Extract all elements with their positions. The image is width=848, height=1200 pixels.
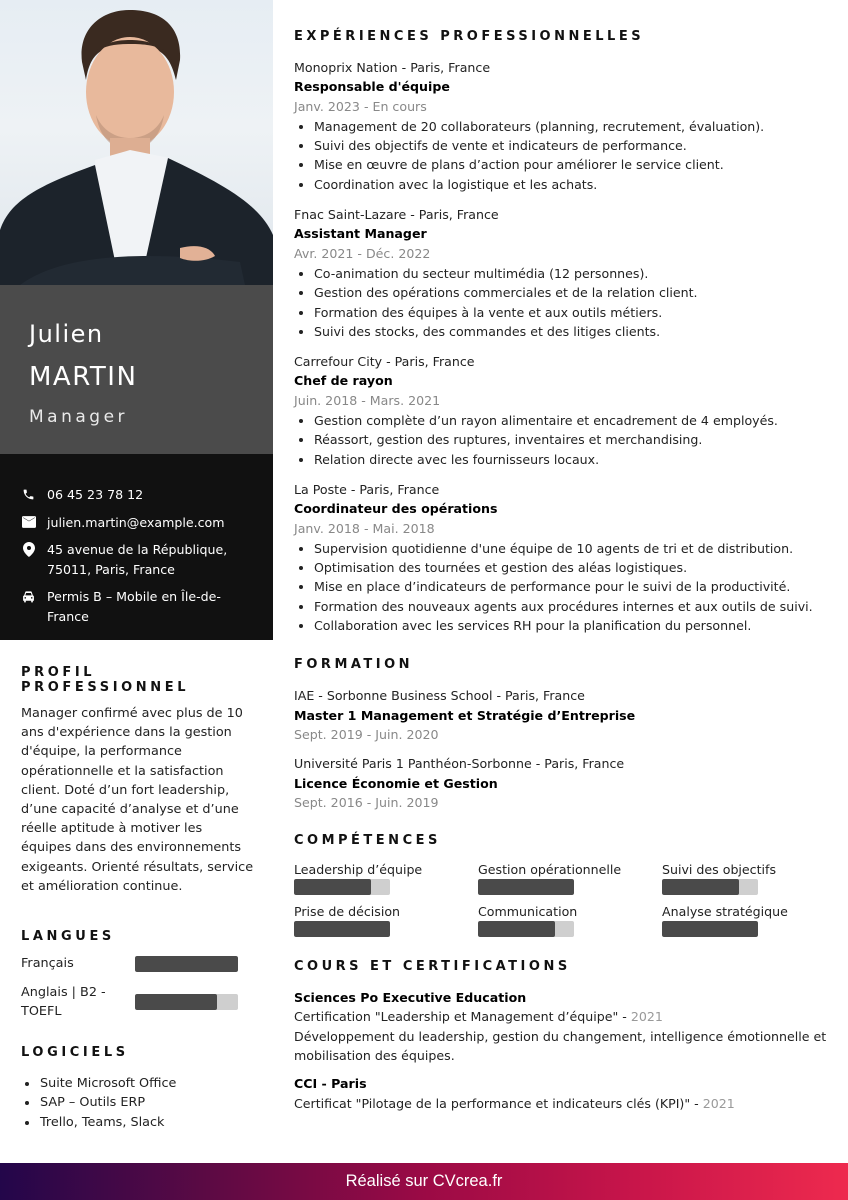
software-list — [21, 1074, 256, 1132]
bullet: Collaboration avec les services RH pour la planification du personnel. — [294, 616, 834, 635]
language-level-fill — [135, 994, 217, 1010]
contact-block — [0, 454, 273, 640]
skill-label: Communication — [478, 904, 578, 920]
language-level-bar — [135, 956, 238, 972]
cert-organization: Sciences Po Executive Education — [294, 990, 527, 1006]
language-item — [21, 954, 256, 973]
skill-label: Prise de décision — [294, 904, 401, 920]
company: Carrefour City - Paris, France — [294, 354, 475, 370]
experience-bullets — [294, 117, 834, 194]
degree: Licence Économie et Gestion — [294, 775, 498, 791]
skill-level-bar — [478, 921, 574, 937]
school: Université Paris 1 Panthéon-Sorbonne - Paris, France — [294, 756, 625, 772]
profile-section — [21, 665, 256, 896]
skill-level-bar — [294, 879, 390, 895]
first-name: Julien — [29, 320, 104, 348]
bullet: Gestion complète d’un rayon alimentaire et encadrement de 4 employés. — [294, 411, 834, 430]
language-item — [21, 983, 256, 1021]
contact-license — [20, 587, 273, 626]
bullet: Gestion des opérations commerciales et de la relation client. — [294, 283, 834, 302]
company: Fnac Saint-Lazare - Paris, France — [294, 207, 499, 223]
company: Monoprix Nation - Paris, France — [294, 60, 491, 75]
skill-item — [294, 862, 478, 895]
email-icon — [20, 513, 37, 532]
cert-name-line — [294, 1094, 834, 1113]
education-title: FORMATION — [294, 657, 414, 673]
last-name: MARTIN — [29, 362, 138, 392]
bullet: Suivi des stocks, des commandes et des litiges clients. — [294, 322, 834, 341]
skill-level-bar — [662, 921, 758, 937]
education-section — [294, 656, 834, 812]
bullet: Formation des équipes à la vente et aux outils métiers. — [294, 303, 834, 322]
skill-level-bar — [662, 879, 758, 895]
language-level-fill — [135, 956, 238, 972]
bullet: Réassort, gestion des ruptures, inventaires et merchandising. — [294, 430, 834, 449]
skill-label: Leadership d’équipe — [294, 862, 423, 878]
experience-bullets — [294, 264, 834, 341]
car-icon — [20, 587, 37, 606]
sidebar-content — [21, 665, 256, 1132]
cert-year: 2021 — [702, 1095, 735, 1111]
skill-level-bar — [294, 921, 390, 937]
dates: Avr. 2021 - Déc. 2022 — [294, 245, 431, 261]
dates: Juin. 2018 - Mars. 2021 — [294, 392, 441, 408]
sidebar — [0, 0, 273, 1163]
skill-level-fill — [294, 879, 371, 895]
skill-level-fill — [478, 921, 555, 937]
phone-icon — [20, 485, 37, 504]
bullet: Suivi des objectifs de vente et indicateurs de performance. — [294, 136, 834, 155]
skill-label: Suivi des objectifs — [662, 862, 777, 878]
degree: Master 1 Management et Stratégie d’Entreprise — [294, 707, 636, 723]
skill-label: Gestion opérationnelle — [478, 862, 622, 878]
experience-title: EXPÉRIENCES PROFESSIONNELLES — [294, 29, 645, 44]
email-address: julien.martin@example.com — [47, 514, 225, 530]
postal-address: 45 avenue de la République, 75011, Paris, France — [47, 542, 228, 577]
cert-separator: - — [690, 1095, 703, 1111]
contact-address — [20, 540, 273, 579]
bullet: Management de 20 collaborateurs (planning, recrutement, évaluation). — [294, 117, 834, 136]
bullet: Formation des nouveaux agents aux procédures internes et aux outils de suivi. — [294, 597, 834, 616]
software-item: Trello, Teams, Slack — [21, 1113, 256, 1132]
dates: Sept. 2019 - Juin. 2020 — [294, 726, 439, 742]
skill-level-fill — [662, 921, 758, 937]
skill-level-fill — [662, 879, 739, 895]
experience-bullets — [294, 539, 834, 635]
experience-item — [294, 205, 834, 341]
role: Assistant Manager — [294, 226, 427, 242]
profile-photo — [0, 0, 273, 285]
bullet: Relation directe avec les fournisseurs locaux. — [294, 450, 834, 469]
experience-bullets — [294, 411, 834, 469]
skill-level-fill — [478, 879, 574, 895]
driving-license: Permis B – Mobile en Île-de-France — [47, 589, 221, 624]
profile-text: Manager confirmé avec plus de 10 ans d'expérience dans la gestion d'équipe, la performance opérationnelle et la satisfaction client. Doté d’un fort leadership, d’une capacité d’analyse et d’une réelle aptitude à motiver les équipes dans des environnements exigeants. Orienté résultats, service et amélioration continue. — [21, 706, 254, 894]
certifications-title: COURS ET CERTIFICATIONS — [294, 959, 571, 975]
dates: Sept. 2016 - Juin. 2019 — [294, 794, 439, 810]
main-content — [294, 28, 834, 1113]
language-label: Français — [21, 956, 74, 972]
location-icon — [20, 540, 37, 559]
certification-item — [294, 1074, 834, 1113]
skill-level-bar — [478, 879, 574, 895]
certification-item — [294, 988, 834, 1065]
cert-name: Certificat "Pilotage de la performance et indicateurs clés (KPI)" — [294, 1095, 691, 1111]
role: Responsable d'équipe — [294, 79, 450, 95]
bullet: Coordination avec la logistique et les achats. — [294, 175, 834, 194]
experience-item — [294, 480, 834, 635]
skill-item — [294, 904, 478, 937]
portrait-illustration — [0, 0, 273, 285]
role: Coordinateur des opérations — [294, 501, 498, 517]
job-title: Manager — [29, 407, 129, 427]
software-title: LOGICIELS — [21, 1045, 129, 1061]
experience-section — [294, 28, 834, 635]
role: Chef de rayon — [294, 373, 393, 389]
cert-name: Certification "Leadership et Management d’équipe" — [294, 1009, 619, 1025]
dates: Janv. 2023 - En cours — [294, 98, 427, 114]
phone-number: 06 45 23 78 12 — [47, 487, 144, 502]
contact-email[interactable] — [20, 513, 273, 533]
education-item — [294, 686, 834, 744]
skill-item — [478, 904, 662, 937]
footer-banner[interactable] — [0, 1163, 848, 1200]
experience-item — [294, 352, 834, 469]
profile-title: PROFIL PROFESSIONNEL — [21, 665, 190, 695]
school: IAE - Sorbonne Business School - Paris, France — [294, 688, 585, 704]
cert-name-line — [294, 1007, 834, 1026]
skills-grid — [294, 862, 834, 937]
language-level-bar — [135, 994, 238, 1010]
cert-separator: - — [618, 1009, 631, 1025]
skill-item — [478, 862, 662, 895]
bullet: Mise en œuvre de plans d’action pour améliorer le service client. — [294, 155, 834, 174]
dates: Janv. 2018 - Mai. 2018 — [294, 520, 435, 536]
contact-phone[interactable] — [20, 485, 273, 505]
software-section — [21, 1045, 256, 1132]
company: La Poste - Paris, France — [294, 481, 440, 497]
software-item: SAP – Outils ERP — [21, 1093, 256, 1112]
experience-item — [294, 58, 834, 194]
languages-title: LANGUES — [21, 929, 115, 945]
language-label: Anglais | B2 - TOEFL — [21, 985, 106, 1020]
cert-organization: CCI - Paris — [294, 1076, 367, 1092]
footer-link[interactable]: Réalisé sur CVcrea.fr — [345, 1172, 503, 1190]
cert-description: Développement du leadership, gestion du changement, intelligence émotionnelle et mobilisation des équipes. — [294, 1028, 827, 1063]
certifications-section — [294, 958, 834, 1113]
skills-section — [294, 832, 834, 937]
education-item — [294, 754, 834, 812]
bullet: Optimisation des tournées et gestion des aléas logistiques. — [294, 558, 834, 577]
skill-item — [662, 904, 846, 937]
name-block — [0, 285, 273, 454]
skill-item — [662, 862, 846, 895]
bullet: Supervision quotidienne d'une équipe de 10 agents de tri et de distribution. — [294, 539, 834, 558]
skill-level-fill — [294, 921, 390, 937]
bullet: Mise en place d’indicateurs de performance pour le suivi de la productivité. — [294, 577, 834, 596]
skills-title: COMPÉTENCES — [294, 833, 441, 849]
bullet: Co-animation du secteur multimédia (12 personnes). — [294, 264, 834, 283]
skill-label: Analyse stratégique — [662, 904, 788, 920]
software-item: Suite Microsoft Office — [21, 1074, 256, 1093]
cert-year: 2021 — [630, 1009, 663, 1025]
languages-section — [21, 929, 256, 1021]
